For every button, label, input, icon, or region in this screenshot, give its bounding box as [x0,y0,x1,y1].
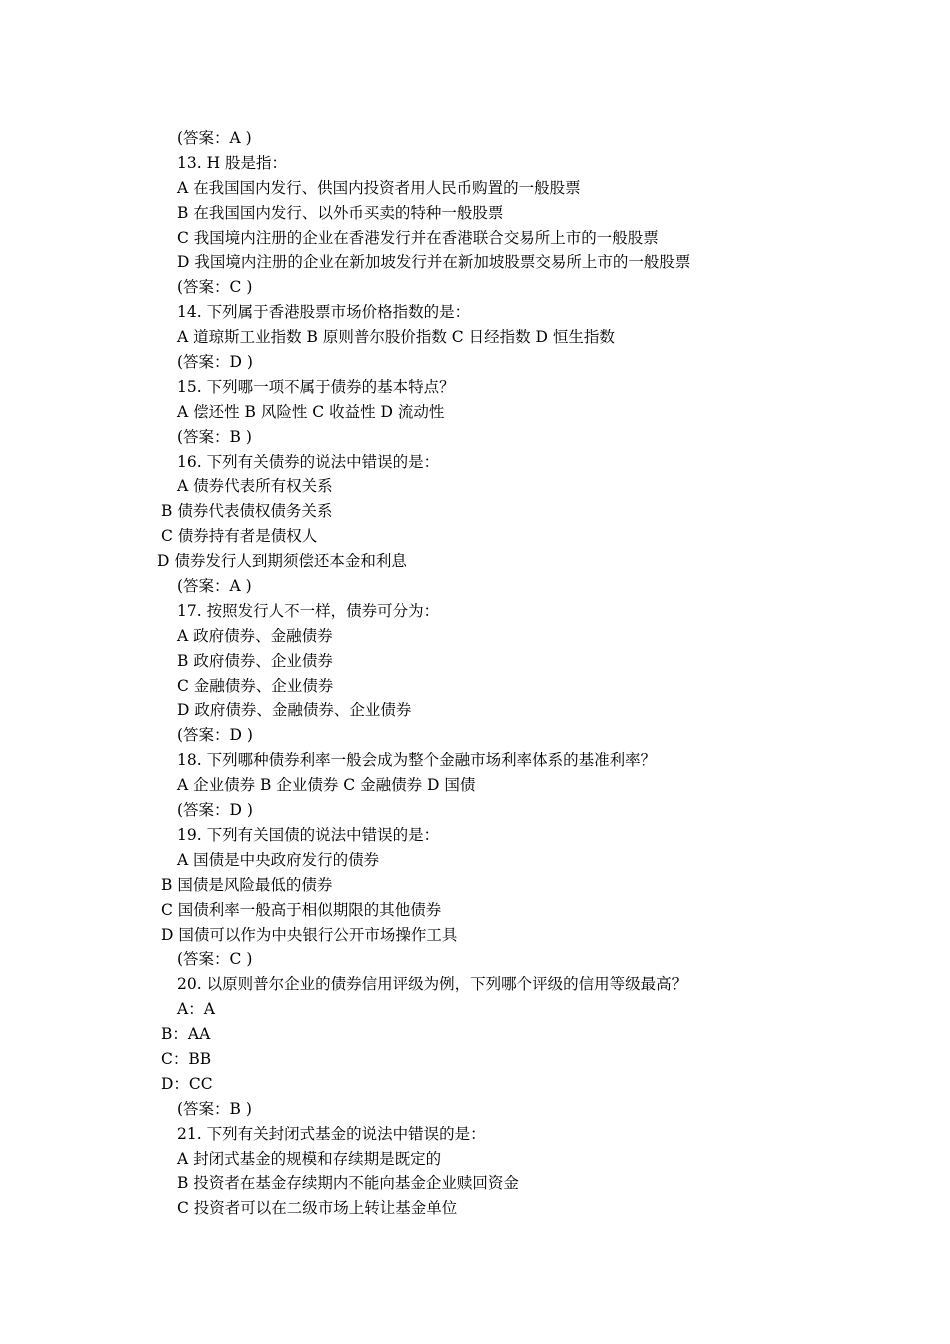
text-line: (答案：A ) [177,129,252,147]
text-line: (答案：B ) [177,1099,252,1118]
text-line: 21. 下列有关封闭式基金的说法中错误的是： [177,1124,486,1143]
text-line: A 在我国国内发行、供国内投资者用人民币购置的一般股票 [177,178,581,197]
text-line: D 我国境内注册的企业在新加坡发行并在新加坡股票交易所上市的一般股票 [177,253,691,272]
text-line: 19. 下列有关国债的说法中错误的是： [177,825,440,844]
text-line: 18. 下列哪种债券利率一般会成为整个金融市场利率体系的基准利率？ [177,751,657,770]
text-line: 16. 下列有关债券的说法中错误的是： [177,452,440,471]
text-line: C：BB [161,1049,212,1068]
text-line: D：CC [161,1074,213,1093]
text-line: 15. 下列哪一项不属于债券的基本特点？ [177,377,455,396]
text-line: C 我国境内注册的企业在香港发行并在香港联合交易所上市的一般股票 [177,228,659,247]
text-line: (答案：D ) [177,801,253,820]
text-line: B 投资者在基金存续期内不能向基金企业赎回资金 [177,1174,519,1193]
text-line: B 在我国国内发行、以外币买卖的特种一般股票 [177,203,504,222]
text-line: (答案：D ) [177,353,253,372]
text-line: C 国债利率一般高于相似期限的其他债券 [161,900,442,919]
text-line: C 投资者可以在二级市场上转让基金单位 [177,1199,458,1218]
text-line: 20. 以原则普尔企业的债券信用评级为例，下列哪个评级的信用等级最高？ [177,975,688,994]
text-line: (答案：D ) [177,726,253,745]
text-line: D 政府债券、金融债券、企业债券 [177,701,412,720]
text-line: 17. 按照发行人不一样，债券可分为： [177,601,440,620]
text-line: B 政府债券、企业债券 [177,651,333,670]
text-line: (答案：A ) [177,577,252,596]
text-line: B 债券代表债权债务关系 [161,502,333,521]
text-line: A 国债是中央政府发行的债券 [177,850,380,869]
text-line: C 债券持有者是债权人 [161,527,318,546]
text-line: D 国债可以作为中央银行公开市场操作工具 [161,925,458,944]
text-line: A 封闭式基金的规模和存续期是既定的 [177,1149,442,1168]
text-line: A：A [177,1000,215,1019]
text-line: 14. 下列属于香港股票市场价格指数的是： [177,303,471,322]
text-line: (答案：B ) [177,427,252,446]
text-line: (答案：C ) [177,278,253,297]
text-line: 13. H 股是指： [177,153,288,172]
text-line: A 企业债券 B 企业债券 C 金融债券 D 国债 [177,776,476,795]
text-line: B 国债是风险最低的债券 [161,875,333,894]
text-line: D 债券发行人到期须偿还本金和利息 [157,552,407,571]
text-line: A 债券代表所有权关系 [177,477,333,496]
text-line: (答案：C ) [177,950,253,969]
text-line: A 道琼斯工业指数 B 原则普尔股价指数 C 日经指数 D 恒生指数 [177,328,615,347]
document-page [0,126,950,1221]
text-line: C 金融债券、企业债券 [177,676,334,695]
text-line: A 政府债券、金融债券 [177,626,333,645]
text-line: A 偿还性 B 风险性 C 收益性 D 流动性 [177,402,445,421]
text-line: B：AA [161,1025,211,1044]
